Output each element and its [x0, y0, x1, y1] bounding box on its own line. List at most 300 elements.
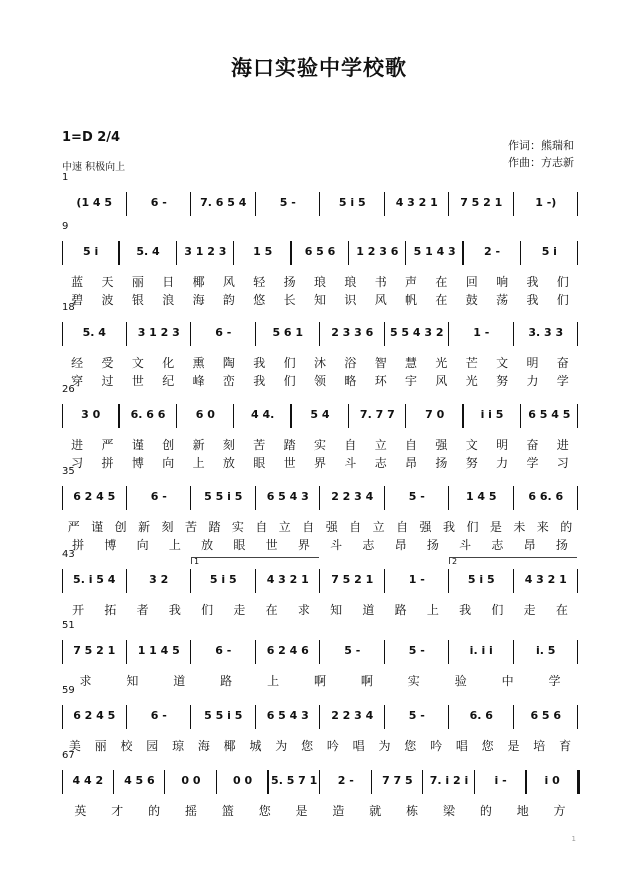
barline [176, 404, 177, 428]
notation-row [62, 770, 578, 792]
lyric-syllable: 自 [344, 438, 357, 452]
measure-notes: i i 5 [480, 408, 504, 421]
barline [62, 241, 63, 265]
lyric-syllable: 眼 [253, 456, 266, 470]
lyric-syllable: 实 [231, 520, 244, 534]
measure-notes: 5 - [279, 196, 296, 209]
barline [462, 404, 463, 428]
lyric-syllable: 悠 [253, 293, 266, 307]
measure-notes: 1 - [473, 326, 490, 339]
lyric-syllable: 您 [301, 739, 314, 753]
barline [448, 640, 449, 664]
lyric-syllable: 风 [374, 293, 387, 307]
page-number: 1 [571, 835, 576, 843]
lyric-syllable: 扬 [426, 538, 439, 552]
lyric-syllable: 新 [192, 438, 205, 452]
lyric-syllable: 是 [489, 520, 502, 534]
staff-system [62, 549, 578, 649]
notation-row [62, 404, 578, 426]
lyric-syllable: 风 [222, 275, 235, 289]
lyric-syllable: 自 [405, 438, 418, 452]
lyric-syllable: 啊 [313, 674, 327, 688]
barline [267, 770, 268, 794]
lyric-syllable: 峰 [192, 374, 205, 388]
lyric-syllable: 苦 [184, 520, 198, 534]
notation-row [62, 241, 578, 263]
barline [577, 705, 578, 729]
lyric-syllable: 们 [283, 356, 296, 370]
lyric-syllable: 篮 [221, 804, 234, 818]
lyric-syllable: 自 [302, 520, 315, 534]
barline [319, 322, 320, 346]
measure-notes: 2 2 3 4 [331, 709, 374, 722]
lyricist-credit: 作词：熊瑞和 [508, 139, 574, 152]
barline [405, 404, 406, 428]
lyric-syllable: 培 [533, 739, 546, 753]
lyric-syllable: 造 [332, 804, 345, 818]
barline [577, 192, 578, 216]
notation-row [62, 192, 578, 214]
barline [448, 705, 449, 729]
measure-number: 26 [62, 384, 75, 395]
lyric-syllable: 领 [313, 374, 327, 388]
barline [319, 192, 320, 216]
measure-notes: 6 - [150, 196, 167, 209]
lyric-syllable: 海 [197, 739, 210, 753]
barline [348, 404, 349, 428]
measure-notes: 1 -) [535, 196, 557, 209]
measure-notes: 5. 4 [82, 326, 106, 339]
barline [255, 486, 256, 510]
lyric-syllable: 拼 [101, 456, 114, 470]
lyric-syllable: 梁 [442, 804, 456, 818]
lyric-syllable: 光 [465, 374, 478, 388]
lyric-syllable: 习 [71, 456, 84, 470]
barline [62, 705, 63, 729]
measure-notes: 6. 6 [469, 709, 493, 722]
staff-system [62, 384, 578, 484]
lyric-syllable: 路 [220, 674, 233, 688]
lyric-syllable: 者 [136, 603, 149, 617]
lyric-syllable: 宇 [405, 374, 418, 388]
lyric-syllable: 们 [466, 520, 479, 534]
lyric-syllable: 唱 [352, 739, 365, 753]
measure-notes: 6 5 6 [304, 245, 336, 258]
lyric-syllable: 眼 [233, 538, 246, 552]
barline [319, 486, 320, 510]
lyrics-line-1 [62, 518, 578, 534]
barline [255, 322, 256, 346]
measure-notes: 5 - [408, 709, 425, 722]
barline [448, 569, 449, 593]
barline [462, 241, 463, 265]
lyric-syllable: 中 [501, 674, 514, 688]
measure-notes: 7. i 2 i [429, 774, 469, 787]
measure-number: 35 [62, 466, 75, 477]
measure-notes: 6 5 6 [530, 709, 562, 722]
barline [384, 322, 385, 346]
lyric-syllable: 我 [253, 374, 266, 388]
lyric-syllable: 琅 [344, 275, 357, 289]
lyric-syllable: 浴 [344, 356, 357, 370]
lyric-syllable: 刻 [161, 520, 174, 534]
lyrics-line-1 [62, 273, 578, 289]
lyric-syllable: 们 [491, 603, 504, 617]
lyric-syllable: 您 [404, 739, 417, 753]
lyric-syllable: 文 [496, 356, 509, 370]
lyric-syllable: 新 [138, 520, 151, 534]
lyric-syllable: 鼓 [465, 293, 478, 307]
lyric-syllable: 唱 [455, 739, 468, 753]
barline [126, 322, 127, 346]
lyric-syllable: 是 [295, 804, 308, 818]
lyric-syllable: 为 [275, 739, 288, 753]
measure-notes: 4 3 2 1 [395, 196, 438, 209]
lyric-syllable: 实 [313, 438, 327, 452]
barline [255, 192, 256, 216]
lyric-syllable: 方 [553, 804, 566, 818]
lyric-syllable: 放 [201, 538, 214, 552]
lyric-syllable: 天 [101, 275, 114, 289]
measure-notes: 7 5 2 1 [73, 644, 116, 657]
lyrics-line-1 [62, 436, 578, 452]
barline [164, 770, 165, 794]
barline [126, 705, 127, 729]
lyric-syllable: 园 [146, 739, 159, 753]
lyric-syllable: 昂 [394, 538, 407, 552]
lyric-syllable: 轻 [253, 275, 266, 289]
measure-notes: 5 i [83, 245, 99, 258]
lyric-syllable: 拼 [72, 538, 85, 552]
lyric-syllable: 世 [265, 538, 278, 552]
lyric-syllable: 帆 [405, 293, 418, 307]
measure-notes: 6 - [215, 326, 232, 339]
lyric-syllable: 琼 [172, 739, 185, 753]
measure-notes: 5 1 4 3 [413, 245, 456, 258]
measure-notes: i. 5 [536, 644, 556, 657]
measure-notes: 7. 7 7 [359, 408, 395, 421]
measure-notes: 2 3 3 6 [331, 326, 374, 339]
barline [577, 640, 578, 664]
barline [62, 569, 63, 593]
lyric-syllable: 是 [507, 739, 520, 753]
lyric-syllable: 明 [496, 438, 509, 452]
lyric-syllable: 实 [407, 674, 420, 688]
lyric-syllable: 在 [555, 603, 568, 617]
barline [474, 770, 475, 794]
lyric-syllable: 力 [526, 374, 539, 388]
measure-notes: 7 7 5 [382, 774, 413, 787]
lyric-syllable: 慧 [405, 356, 418, 370]
measure-notes: 6 5 4 3 [266, 709, 309, 722]
barline [577, 404, 578, 428]
lyric-syllable: 自 [349, 520, 362, 534]
measure-number: 51 [62, 620, 75, 631]
measure-notes: 1 4 5 [465, 490, 497, 503]
lyric-syllable: 自 [255, 520, 268, 534]
lyric-syllable: 习 [556, 456, 569, 470]
measure-notes: 7 0 [425, 408, 445, 421]
notation-row [62, 322, 578, 344]
barline [513, 640, 514, 664]
barline [176, 241, 177, 265]
barline [384, 569, 385, 593]
barline [319, 705, 320, 729]
lyric-syllable: 上 [192, 456, 205, 470]
measure-notes: 6 2 4 6 [266, 644, 309, 657]
lyric-syllable: 吟 [326, 739, 339, 753]
lyric-syllable: 光 [435, 356, 448, 370]
measure-number: 59 [62, 685, 75, 696]
barline [448, 486, 449, 510]
lyric-syllable: 的 [479, 804, 492, 818]
barline [255, 640, 256, 664]
barline [290, 241, 291, 265]
lyric-syllable: 们 [201, 603, 214, 617]
lyric-syllable: 风 [435, 374, 448, 388]
barline [233, 404, 234, 428]
lyric-syllable: 世 [131, 374, 144, 388]
lyric-syllable: 的 [148, 804, 161, 818]
lyric-syllable: 知 [330, 603, 343, 617]
measure-notes: 5. 5 7 1 [271, 774, 318, 787]
measure-notes: i. i i [469, 644, 493, 657]
lyric-syllable: 摇 [184, 804, 198, 818]
lyric-syllable: 创 [114, 520, 127, 534]
lyric-syllable: 响 [496, 275, 509, 289]
lyric-syllable: 银 [131, 293, 144, 307]
measure-notes: 3 1 2 3 [184, 245, 227, 258]
lyric-syllable: 浪 [162, 293, 175, 307]
lyric-syllable: 斗 [330, 538, 343, 552]
lyric-syllable: 日 [162, 275, 175, 289]
lyric-syllable: 文 [131, 356, 144, 370]
measure-notes: 4 3 2 1 [524, 573, 567, 586]
lyric-syllable: 荡 [496, 293, 509, 307]
lyric-syllable: 道 [362, 603, 375, 617]
lyric-syllable: 努 [496, 374, 509, 388]
barline [371, 770, 372, 794]
lyric-syllable: 沐 [313, 356, 327, 370]
lyric-syllable: 为 [378, 739, 391, 753]
lyric-syllable: 学 [548, 674, 561, 688]
barline [405, 241, 406, 265]
lyrics-line-2 [62, 454, 578, 470]
measure-notes: 5 5 i 5 [204, 490, 243, 503]
barline [126, 192, 127, 216]
measure-notes: 4 4 2 [72, 774, 104, 787]
lyrics-line-2 [62, 372, 578, 388]
measure-notes: 6 2 4 5 [73, 490, 116, 503]
lyric-syllable: 长 [283, 293, 296, 307]
lyric-syllable: 英 [74, 804, 87, 818]
measure-notes: 5 - [408, 644, 425, 657]
lyric-syllable: 来 [536, 520, 549, 534]
lyric-syllable: 海 [192, 293, 205, 307]
measure-notes: 3. 3 3 [528, 326, 564, 339]
measure-notes: 6 5 4 3 [266, 490, 309, 503]
barline [190, 192, 191, 216]
measure-number: 43 [62, 549, 75, 560]
barline [216, 770, 217, 794]
lyric-syllable: 昂 [405, 456, 418, 470]
barline [384, 192, 385, 216]
lyric-syllable: 经 [71, 356, 84, 370]
tempo-marking: 中速 积极向上 [62, 162, 126, 173]
lyric-syllable: 回 [465, 275, 478, 289]
barline [348, 241, 349, 265]
lyric-syllable: 谨 [91, 520, 104, 534]
barline [525, 770, 526, 794]
measure-notes: 6 5 4 5 [528, 408, 571, 421]
lyrics-line-1 [62, 737, 578, 753]
measure-notes: 5 5 i 5 [204, 709, 243, 722]
lyric-syllable: 界 [313, 456, 327, 470]
song-title: 海口实验中学校歌 [231, 55, 407, 80]
lyric-syllable: 城 [249, 739, 262, 753]
lyric-syllable: 丽 [94, 739, 107, 753]
measure-notes: 2 - [483, 245, 501, 258]
barline [118, 404, 119, 428]
lyric-syllable: 我 [526, 293, 539, 307]
lyric-syllable: 博 [131, 456, 144, 470]
lyric-syllable: 的 [560, 520, 573, 534]
measure-number: 18 [62, 302, 75, 313]
volta-bracket: 1 [191, 557, 319, 564]
lyric-syllable: 书 [374, 275, 387, 289]
lyric-syllable: 文 [465, 438, 478, 452]
lyric-syllable: 校 [120, 739, 133, 753]
lyric-syllable: 蓝 [71, 275, 84, 289]
lyric-syllable: 扬 [435, 456, 448, 470]
lyric-syllable: 纪 [162, 374, 175, 388]
lyric-syllable: 严 [101, 438, 114, 452]
measure-notes: 2 2 3 4 [331, 490, 374, 503]
barline [513, 322, 514, 346]
staff-system [62, 302, 578, 402]
measure-notes: 5 - [344, 644, 361, 657]
measure-notes: 6 - [150, 709, 167, 722]
measure-notes: 4 5 6 [124, 774, 155, 787]
lyric-syllable: 踏 [283, 438, 296, 452]
barline [62, 486, 63, 510]
measure-notes: 0 0 [181, 774, 201, 787]
barline [190, 569, 191, 593]
measure-notes: 6 0 [195, 408, 215, 421]
lyric-syllable: 向 [162, 456, 175, 470]
lyric-syllable: 熏 [192, 356, 205, 370]
measure-number: 67 [62, 750, 75, 761]
measure-notes: 1 1 4 5 [137, 644, 180, 657]
barline [520, 241, 521, 265]
measure-notes: 6 2 4 5 [73, 709, 116, 722]
measure-notes: 3 2 [149, 573, 169, 586]
lyric-syllable: 知 [126, 674, 139, 688]
lyric-syllable: 椰 [192, 275, 205, 289]
measure-notes: 5 i [541, 245, 557, 258]
lyric-syllable: 斗 [344, 456, 357, 470]
lyric-syllable: 志 [362, 538, 375, 552]
barline [577, 241, 578, 265]
measure-notes: i 0 [544, 774, 560, 787]
lyric-syllable: 刻 [222, 438, 235, 452]
lyric-syllable: 扬 [283, 275, 296, 289]
lyric-syllable: 学 [556, 374, 569, 388]
lyric-syllable: 美 [68, 739, 81, 753]
barline [513, 705, 514, 729]
lyric-syllable: 求 [297, 603, 310, 617]
lyric-syllable: 我 [526, 275, 539, 289]
barline [422, 770, 423, 794]
barline [113, 770, 114, 794]
lyric-syllable: 栋 [406, 804, 419, 818]
lyric-syllable: 们 [283, 374, 296, 388]
lyric-syllable: 苦 [253, 438, 266, 452]
measure-notes: 4 4. [250, 408, 275, 421]
staff-system [62, 466, 578, 566]
lyrics-line-1 [62, 354, 578, 370]
barline [126, 640, 127, 664]
measure-notes: 5 i 5 [338, 196, 366, 209]
lyric-syllable: 走 [233, 603, 246, 617]
barline [384, 640, 385, 664]
measure-notes: 7 5 2 1 [460, 196, 503, 209]
lyric-syllable: 路 [394, 603, 407, 617]
measure-notes: 7. 6 5 4 [200, 196, 247, 209]
lyric-syllable: 自 [396, 520, 409, 534]
measure-number: 9 [62, 221, 69, 232]
barline [448, 192, 449, 216]
staff-system [62, 750, 578, 850]
notation-row [62, 705, 578, 727]
lyric-syllable: 立 [372, 520, 385, 534]
measure-notes: 5 4 [310, 408, 330, 421]
lyric-syllable: 上 [426, 603, 439, 617]
barline [126, 486, 127, 510]
lyric-syllable: 界 [297, 538, 310, 552]
lyric-syllable: 声 [405, 275, 418, 289]
notation-row [62, 640, 578, 662]
lyric-syllable: 我 [168, 603, 181, 617]
barline [577, 770, 580, 794]
lyrics-line-2 [62, 536, 578, 552]
barline [233, 241, 234, 265]
lyric-syllable: 略 [344, 374, 357, 388]
measure-notes: 5 6 1 [272, 326, 304, 339]
lyric-syllable: 昂 [523, 538, 536, 552]
barline [319, 569, 320, 593]
lyric-syllable: 吟 [430, 739, 443, 753]
lyric-syllable: 育 [559, 739, 572, 753]
credits [508, 137, 574, 171]
lyric-syllable: 您 [481, 739, 494, 753]
lyric-syllable: 谨 [131, 438, 144, 452]
lyric-syllable: 韵 [222, 293, 235, 307]
lyric-syllable: 创 [162, 438, 175, 452]
lyric-syllable: 力 [496, 456, 509, 470]
barline [62, 770, 63, 794]
barline [126, 569, 127, 593]
lyric-syllable: 进 [556, 438, 569, 452]
barline [384, 486, 385, 510]
lyric-syllable: 志 [491, 538, 504, 552]
lyric-syllable: 受 [101, 356, 114, 370]
lyric-syllable: 志 [374, 456, 387, 470]
barline [190, 640, 191, 664]
lyric-syllable: 放 [222, 456, 235, 470]
measure-notes: 3 1 2 3 [137, 326, 180, 339]
lyric-syllable: 穿 [71, 374, 84, 388]
